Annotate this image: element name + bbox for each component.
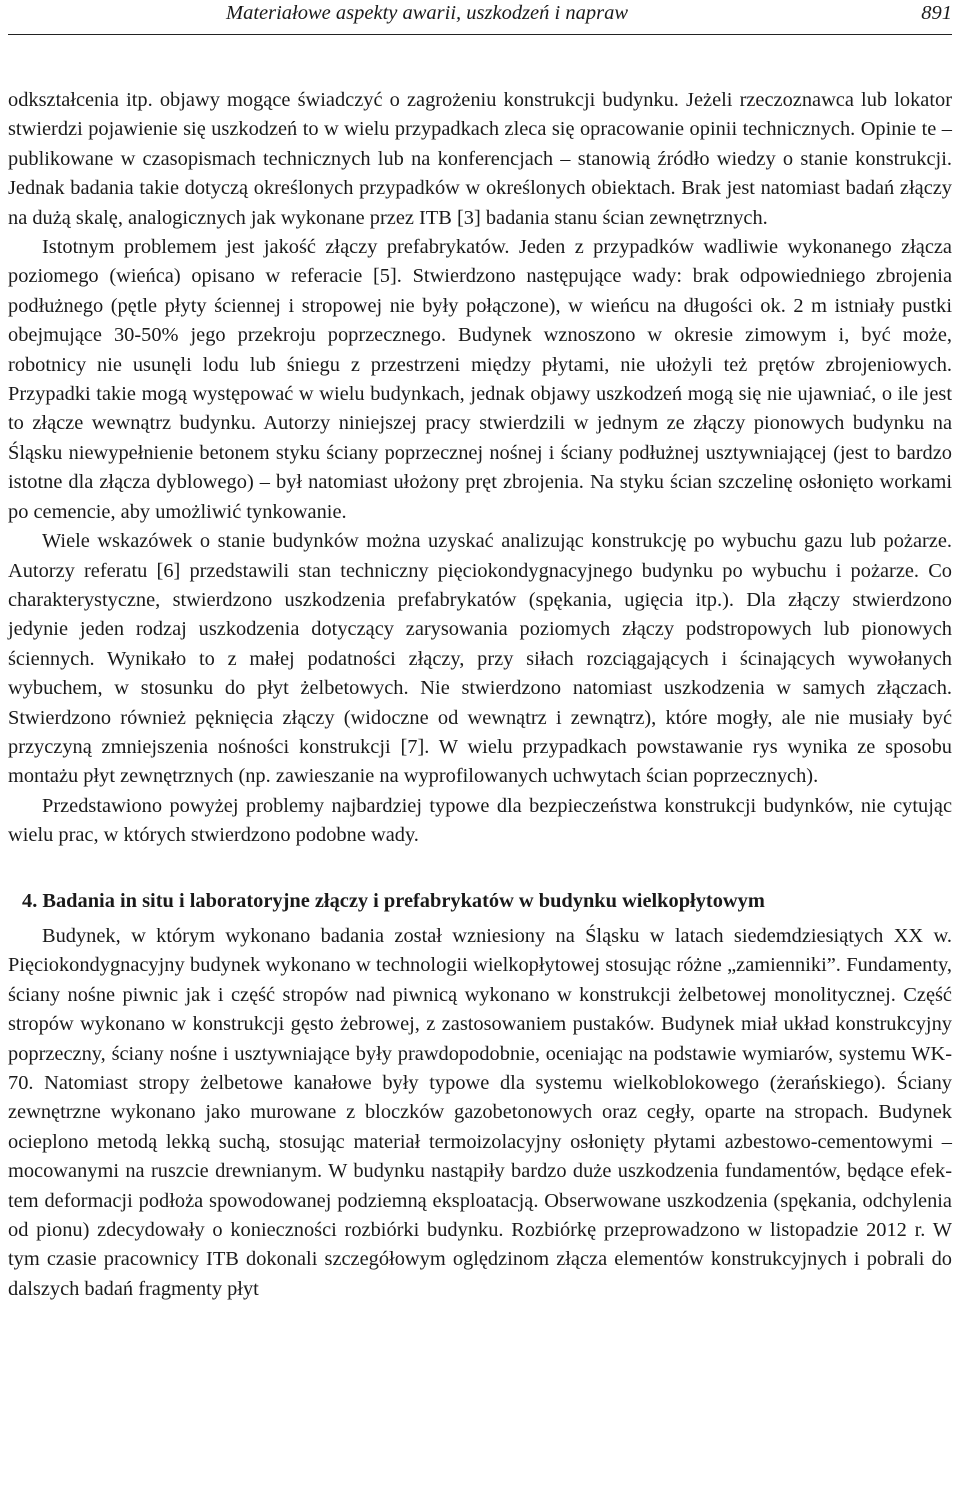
paragraph: Wiele wskazówek o stanie budynków można uzyskać analizując konstrukcję po wybuchu gazu lub pożarze. Autorzy referatu [6] przedstawili stan techniczny pięciokondygnacyjnego budynku po wybuchu i pożarze. Co charakterystyczne, stwierdzono uszkodzenia prefabrykatów (spękania, ugięcia itp.). Dla złączy stwierdzono jedynie jeden rodzaj uszkodzenia dotyczący zarysowania poziomych złączy podstropowych lub pionowych ściennych. Wynikało to z małej podatności złączy, przy siłach rozciągających i ścinających wywołanych wybuchem, w stosunku do płyt żelbetowych. Nie stwierdzono natomiast uszkodzenia w samych złączach. Stwierdzono również pęknięcia złączy (widoczne od wewnątrz i zewnątrz), które mogły, ale nie musiały być przyczyną zmniejszenia nośności konstrukcji [7]. W wielu przypadkach powstawanie rys wynika ze sposobu montażu płyt zewnętrznych (np. zawieszanie na wyprofilowanych uchwytach ścian poprzecznych). [8, 530, 952, 788]
body-text [8, 86, 952, 1304]
paragraph: Istotnym problemem jest jakość złączy prefabrykatów. Jeden z przypadków wadliwie wykonanego złącza poziomego (wieńca) opisano w referacie [5]. Stwierdzono następujące wady: brak odpowiedniego zbrojenia podłużnego (pętle płyty ściennej i stropowej nie były połączone), w wieńcu na długości ok. 2 m istniały pustki obejmujące 30-50% jego przekroju poprzecznego. Budynek wznoszono w okresie zimowym i, być może, robotnicy nie usunęli lodu lub śniegu z przestrzeni między płytami, nie ułożyli też prętów zbrojeniowych. Przypadki takie mogą występować w wielu budynkach, jednak objawy uszkodzeń mogą się nie ujawniać, o ile jest to złącze wewnątrz budynku. Autorzy niniejszej pracy stwierdzili w jednym ze złączy pionowych budynku na Śląsku niewypełnienie betonem styku ściany poprzecznej nośnej i ściany podłużnej usztywniającej (jest to bardzo istotne dla złącza dyblowego) – był natomiast ułożony pręt zbrojenia. Na styku ścian szczelinę osłonięto workami po cemencie, aby umożliwić tynkowanie. [8, 236, 952, 523]
running-title: Materiałowe aspekty awarii, uszkodzeń i napraw [226, 2, 629, 24]
page-number: 891 [921, 2, 952, 24]
paragraph: odkształcenia itp. objawy mogące świadczyć o zagrożeniu konstrukcji budynku. Jeżeli rzeczoznawca lub lokator stwierdzi pojawienie się uszkodzeń to w wielu przypadkach zleca się opracowanie opinii technicznych. Opinie te – publikowane w czasopismach technicznych lub na konferencjach – stanowią źródło wiedzy o stanie konstrukcji. Jednak badania takie dotyczą określonych przypadków w określonych obiektach. Brak jest natomiast badań złączy na dużą skalę, analogicznych jak wykonane przez ITB [3] badania stanu ścian zewnętrznych. [8, 89, 952, 229]
running-header [8, 0, 952, 35]
paragraph: Przedstawiono powyżej problemy najbardziej typowe dla bezpieczeństwa konstrukcji budynków, nie cytując wielu prac, w których stwierdzono podobne wady. [8, 794, 952, 847]
paragraph: Budynek, w którym wykonano badania został wzniesiony na Śląsku w latach siedemdziesiątych XX w. Pięciokondygnacyjny budynek wykonano w technologii wielkopłytowej stosując różne „zamienniki”. Fundamenty, ściany nośne piwnic jak i część stropów nad piwnicą wykonano w konstrukcji żelbetowej monolitycznej. Część stropów wykonano w konstrukcji gęsto żebrowej, z zastosowaniem pustaków. Budynek miał układ konstrukcyjny poprzeczny, ściany nośne i usztywniające były prawdopodobnie, oceniając na podstawie wymiarów, systemu WK-70. Natomiast stropy żelbetowe kanałowe były typowe dla systemu wielkoblokowego (żerańskiego). Ściany zewnętrzne wykonano jako murowane z bloczków gazobetonowych oraz cegły, oparte na stropach. Budynek ocieplono metodą lekką suchą, stosując materiał termoizolacyjny osłonięty płytami azbestowo-cementowymi – mocowanymi na ruszcie drewnianym. W budynku nastąpiły bardzo duże uszkodzenia fundamentów, będące efektem deformacji podłoża spowodowanej podziemną eksploatacją. Obserwowane uszkodzenia (spękania, odchylenia od pionu) zdecydowały o konieczności rozbiórki budynku. Rozbiórkę przeprowadzono w listopadzie 2012 r. W tym czasie pracownicy ITB dokonali szczegółowym oględzinom złącza elementów konstrukcyjnych i pobrali do dalszych badań fragmenty płyt [8, 924, 952, 1300]
section-heading: 4. Badania in situ i laboratoryjne złączy i prefabrykatów w budynku wielkopłytowym [22, 889, 765, 912]
